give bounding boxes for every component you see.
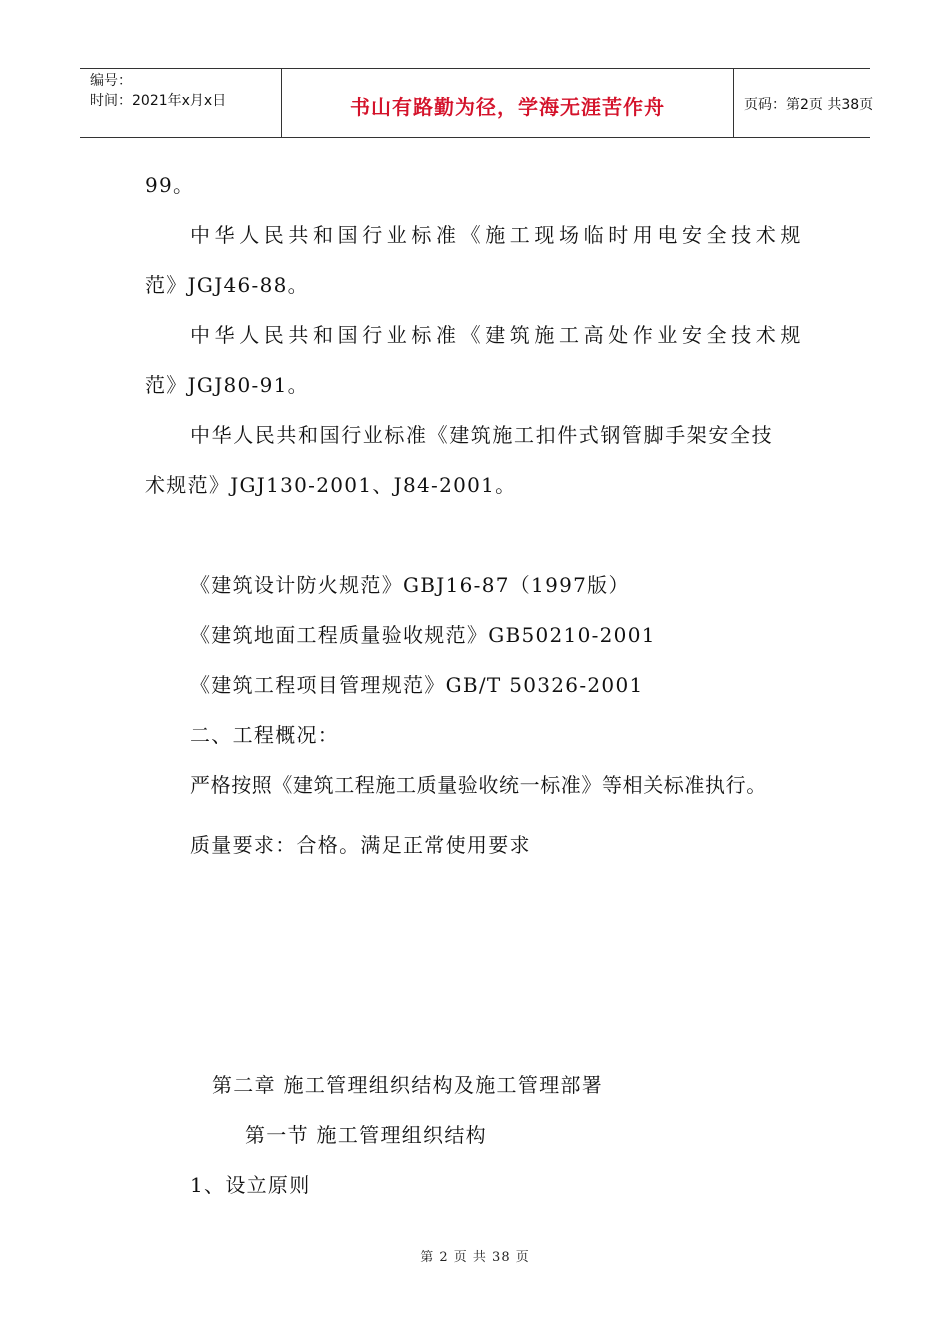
header-motto: 书山有路勤为径，学海无涯苦作舟	[350, 95, 665, 119]
body-line: 《建筑地面工程质量验收规范》GB50210-2001	[190, 623, 656, 647]
body-line: 《建筑工程项目管理规范》GB/T 50326-2001	[190, 673, 644, 697]
document-number-label: 编号：	[90, 73, 132, 89]
header-meta-cell	[80, 69, 281, 137]
section-heading: 第一节 施工管理组织结构	[245, 1123, 487, 1147]
header-page-info: 页码：第2页 共38页	[744, 97, 874, 113]
body-line: 范》JGJ46-88。	[145, 273, 309, 297]
subsection-heading: 1、设立原则	[190, 1173, 311, 1197]
body-line: 中华人民共和国行业标准《建筑施工扣件式钢管脚手架安全技	[190, 423, 774, 447]
body-line: 中华人民共和国行业标准《建筑施工高处作业安全技术规	[190, 323, 805, 347]
body-line: 术规范》JGJ130-2001、J84-2001。	[145, 473, 517, 497]
body-line: 质量要求：合格。满足正常使用要求	[190, 833, 531, 857]
document-time-label: 时间：2021年x月x日	[90, 93, 227, 109]
body-line: 99。	[145, 173, 195, 197]
page-footer: 第 2 页 共 38 页	[420, 1250, 530, 1265]
page-header	[80, 68, 874, 138]
body-line: 中华人民共和国行业标准《施工现场临时用电安全技术规	[190, 223, 805, 247]
chapter-heading: 第二章 施工管理组织结构及施工管理部署	[212, 1073, 604, 1097]
body-line: 《建筑设计防火规范》GBJ16-87（1997版）	[190, 573, 630, 597]
header-page-cell	[733, 69, 874, 137]
header-motto-cell	[281, 69, 734, 137]
body-line: 范》JGJ80-91。	[145, 373, 309, 397]
section-heading: 二、工程概况：	[190, 723, 340, 747]
body-line: 严格按照《建筑工程施工质量验收统一标准》等相关标准执行。	[190, 773, 767, 797]
